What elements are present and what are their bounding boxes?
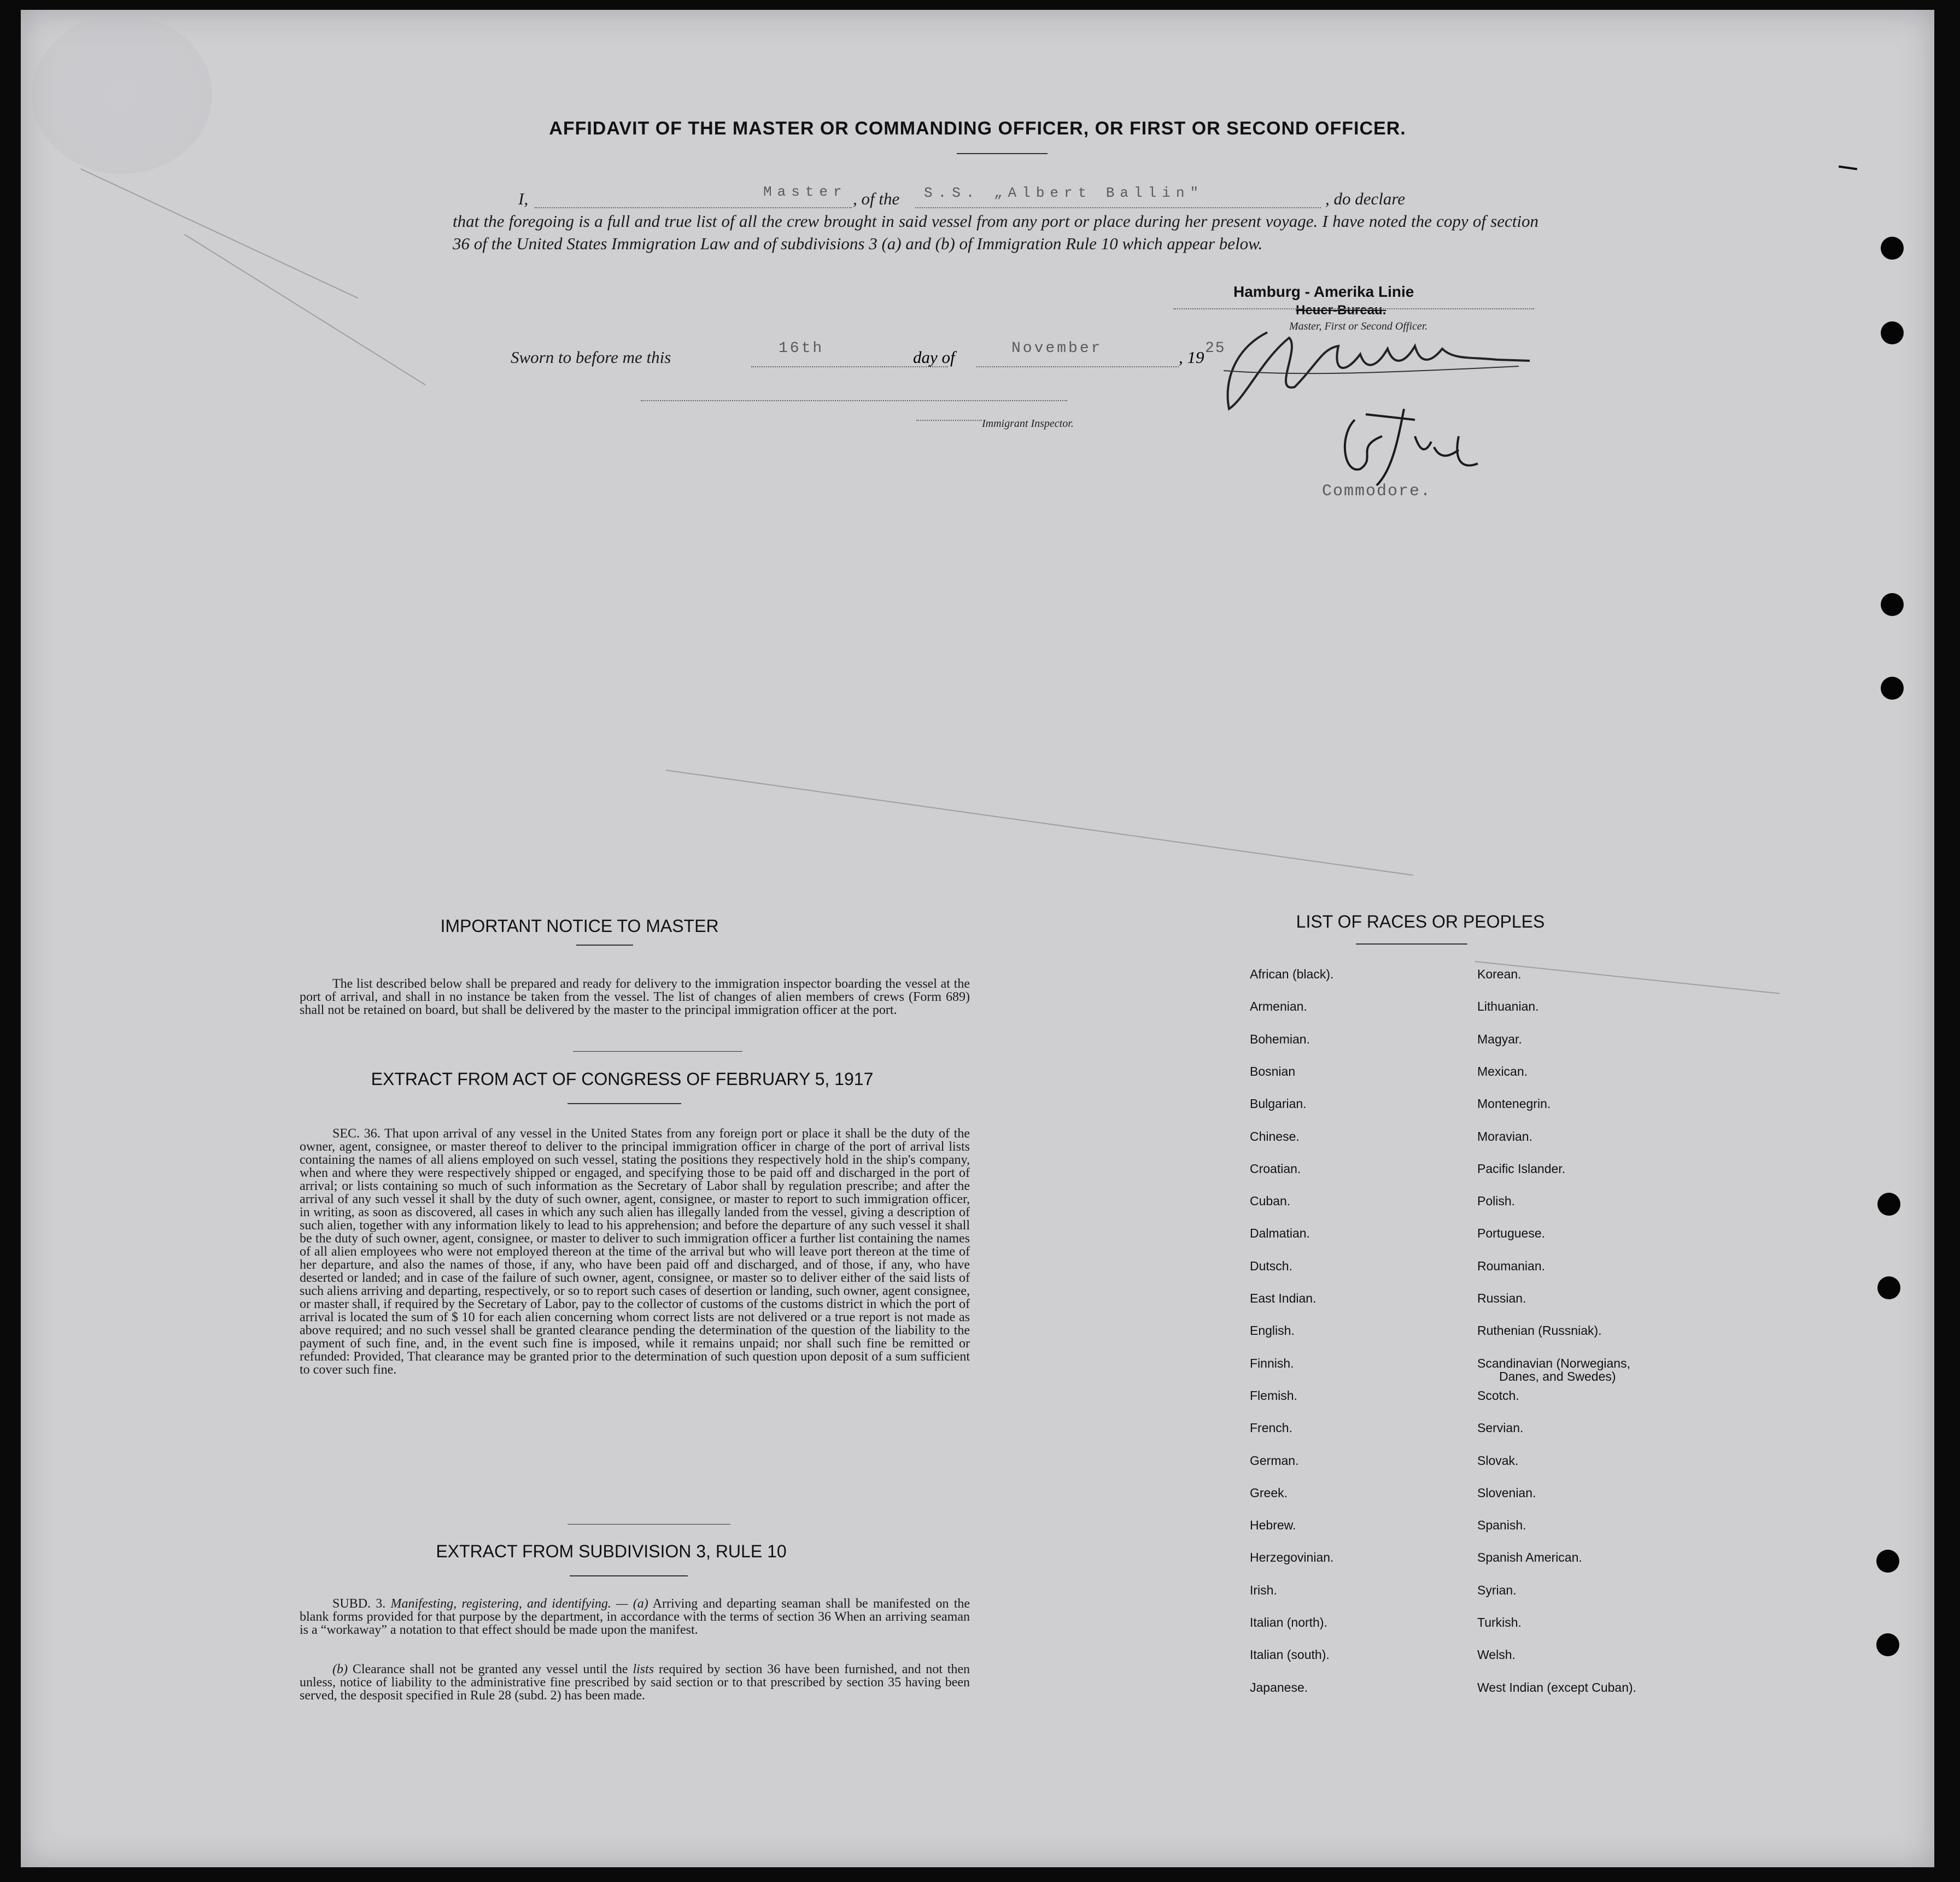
inspector-caption: Immigrant Inspector. (982, 418, 1074, 430)
year-typed: 25 (1205, 340, 1226, 357)
signature-caption: Master, First or Second Officer. (1289, 320, 1428, 332)
day-of-text: day of (913, 348, 955, 367)
rule-subd-b (300, 1663, 970, 1702)
punch-hole (1877, 1193, 1900, 1216)
rule-b-text2: required by section 36 have been furnished, and not then unless, notice of liability to the administrative fine prescribed by said section or to that prescribed by section 35 having been served, the desposit specified in Rule 28 (subd. 2) has been made. (300, 1662, 970, 1703)
rule-a-heading: Manifesting, registering, and identifying. — (a) (390, 1597, 648, 1611)
race-item: Russian. (1477, 1291, 1526, 1305)
scratch-mark (666, 770, 1413, 876)
race-item: English. (1250, 1323, 1295, 1338)
race-item: Slovak. (1477, 1453, 1519, 1468)
commodore-signature (1322, 403, 1486, 491)
section-divider (567, 1524, 730, 1525)
punch-hole (1881, 237, 1904, 260)
commodore-caption: Commodore. (1322, 482, 1432, 501)
vessel-typed: S.S. „Albert Ballin" (924, 185, 1204, 201)
signature-line (1173, 308, 1534, 309)
race-item: Bosnian (1250, 1064, 1296, 1078)
race-item: Pacific Islander. (1477, 1161, 1566, 1176)
inspector-caption-lead (916, 420, 982, 421)
sworn-day: 16th (779, 340, 824, 357)
race-item: Irish. (1250, 1582, 1277, 1597)
race-item: Flemish. (1250, 1388, 1297, 1403)
race-item: Japanese. (1250, 1680, 1308, 1695)
race-item: Bohemian. (1250, 1031, 1310, 1046)
race-item: Montenegrin. (1477, 1097, 1551, 1111)
embossed-seal (32, 15, 212, 174)
sworn-prefix: Sworn to before me this (511, 348, 671, 367)
rule-a-lead: SUBD. 3. (332, 1597, 386, 1611)
race-item: Finnish. (1250, 1356, 1294, 1370)
race-item: Magyar. (1477, 1031, 1522, 1046)
company-stamp-department: Heuer-Bureau. (1296, 303, 1386, 318)
punch-hole (1876, 1633, 1899, 1656)
race-item: Greek. (1250, 1485, 1288, 1500)
race-item: Italian (north). (1250, 1615, 1327, 1629)
race-item: Roumanian. (1477, 1258, 1546, 1273)
race-item: Dalmatian. (1250, 1226, 1310, 1241)
act-section-36-text: SEC. 36. That upon arrival of any vessel in the United States from any foreign port or place it shall be the duty of the owner, agent, consignee, or master thereof to deliver to the principal immigration officer in charge of the port of arrival lists containing the names of all aliens employed on such vessel, stating the positions they respectively hold in the ship's company, when and where they were respectively shipped or engaged, and specifying those to be paid off and discharged in the port of arrival; or lists containing so much of such information as the Secretary of Labor shall by regulation prescribe; and after the arrival of any such vessel it shall by the duty of such owner, agent, consignee, or master to report to such immigration officer, in writing, as soon as discovered, all cases in which any such alien has illegally landed from the vessel, giving a description of such alien, together with any information likely to lead to his apprehension; and before the departure of any such vessel it shall be the duty of such owner, agent, consignee, or master to deliver to such immigration officer a further list containing the names of all alien employees who were not employed thereon at the time of the arrival but who will leave port thereon at the time of her departure, and also the names of those, if any, who have been paid off and discharged, and of those, if any, who have deserted or landed; and in case of the failure of such owner, agent, consignee, or master so to deliver either of the said lists of such aliens arriving and departing, respectively, or so to report such cases of desertion or landing, such owner, agent consignee, or master shall, if required by the Secretary of Labor, pay to the collector of customs of the customs district in which the port of arrival is located the sum of $ 10 for each alien concerning whom correct lists are not delivered or a true report is not made as above required; and no such vessel shall be granted clearance pending the determination of the question of the liability to the payment of such fine, and, in the event such fine is imposed, while it remains unpaid; nor shall such fine be remitted or refunded: Provided, That clearance may be granted prior to the determination of such question upon deposit of a sum sufficient to cover such fine. (300, 1127, 970, 1377)
rule-subd-a (300, 1597, 970, 1637)
scratch-mark (80, 168, 358, 298)
rule-title: EXTRACT FROM SUBDIVISION 3, RULE 10 (436, 1541, 787, 1561)
races-title: LIST OF RACES OR PEOPLES (1296, 912, 1545, 931)
rule-rule (570, 1575, 688, 1576)
race-item: Spanish. (1477, 1518, 1526, 1533)
race-item: Herzegovinian. (1250, 1550, 1334, 1565)
punch-hole (1876, 1550, 1899, 1573)
race-item: Ruthenian (Russniak). (1477, 1323, 1602, 1338)
rule-a-text: Arriving and departing seaman shall be manifested on the blank forms provided for that purpose by the department, in accordance with the terms of section 36 When an arriving seaman is a “workaway” a notation to that effect should be made upon the manifest. (300, 1597, 970, 1637)
act-rule (567, 1103, 681, 1104)
race-item: Moravian. (1477, 1129, 1532, 1144)
inspector-signature-line (641, 400, 1067, 401)
year-prefix: , 19 (1179, 348, 1204, 367)
race-item: African (black). (1250, 967, 1334, 981)
title-rule (957, 153, 1048, 154)
do-declare-text: , do declare (1325, 189, 1406, 208)
master-typed: Master (763, 184, 847, 200)
declarant-prefix: I, (518, 189, 529, 208)
punch-hole (1881, 321, 1904, 344)
edge-mark (1839, 166, 1857, 171)
race-item: Dutsch. (1250, 1258, 1292, 1273)
declaration-line (453, 184, 1538, 210)
document-page (21, 10, 1934, 1867)
race-item: Turkish. (1477, 1615, 1522, 1629)
company-stamp: Hamburg - Amerika Linie (1233, 283, 1414, 300)
rule-b-text1: Clearance shall not be granted any vessel until the (352, 1662, 628, 1676)
race-item: Portuguese. (1477, 1226, 1546, 1241)
race-item: Chinese. (1250, 1129, 1300, 1144)
race-item: Italian (south). (1250, 1648, 1330, 1662)
affidavit-title: AFFIDAVIT OF THE MASTER OR COMMANDING OFFICER, OR FIRST OR SECOND OFFICER. (549, 118, 1406, 139)
race-item: Lithuanian. (1477, 999, 1539, 1014)
race-item: Hebrew. (1250, 1518, 1296, 1533)
affidavit-body (453, 184, 1538, 255)
punch-hole (1877, 1276, 1900, 1299)
section-divider (573, 1051, 742, 1052)
races-rule (1356, 943, 1467, 945)
race-item: Scotch. (1477, 1388, 1519, 1403)
declaration-text: that the foregoing is a full and true list of all the crew brought in said vessel from any port or place during her present voyage. I have noted the copy of section 36 of the United States Immigration Law and of subdivisions 3 (a) and (b) of Immigration Rule 10 which appear below. (453, 212, 1538, 253)
of-the-text: , of the (853, 189, 900, 208)
race-item: Bulgarian. (1250, 1097, 1307, 1111)
notice-title: IMPORTANT NOTICE TO MASTER (440, 916, 719, 936)
rule-b-lists: lists (633, 1662, 654, 1676)
race-item: Cuban. (1250, 1194, 1291, 1209)
sworn-line (511, 348, 671, 367)
notice-rule (576, 945, 633, 946)
vessel-name-field (915, 207, 1321, 208)
race-item: Spanish American. (1477, 1550, 1582, 1565)
race-item: Mexican. (1477, 1064, 1528, 1078)
race-item: Korean. (1477, 967, 1522, 981)
race-item: Syrian. (1477, 1582, 1517, 1597)
race-item: French. (1250, 1421, 1292, 1435)
race-item: Croatian. (1250, 1161, 1301, 1176)
scratch-mark (184, 234, 426, 385)
act-title: EXTRACT FROM ACT OF CONGRESS OF FEBRUARY 5, 1917 (371, 1069, 874, 1089)
race-item: Slovenian. (1477, 1485, 1536, 1500)
punch-hole (1881, 593, 1904, 616)
race-item: Welsh. (1477, 1648, 1516, 1662)
sworn-month: November (1011, 340, 1103, 357)
notice-text: The list described below shall be prepared and ready for delivery to the immigration inspector boarding the vessel at the port of arrival, and shall in no instance be taken from the vessel. The list of changes of alien members of crews (Form 689) shall not be retained on board, but shall be delivered by the master to the principal immigration officer at the port. (300, 977, 970, 1017)
race-item: German. (1250, 1453, 1299, 1468)
race-item: West Indian (except Cuban). (1477, 1680, 1637, 1695)
rule-b-lead: (b) (332, 1662, 348, 1676)
race-item: Scandinavian (Norwegians, Danes, and Swedes) (1477, 1356, 1630, 1383)
race-item: Servian. (1477, 1421, 1524, 1435)
punch-hole (1881, 677, 1904, 700)
race-item: Armenian. (1250, 999, 1307, 1014)
master-name-field (535, 207, 852, 208)
sworn-month-field (976, 366, 1179, 367)
race-item: East Indian. (1250, 1291, 1317, 1305)
race-item: Polish. (1477, 1194, 1516, 1209)
